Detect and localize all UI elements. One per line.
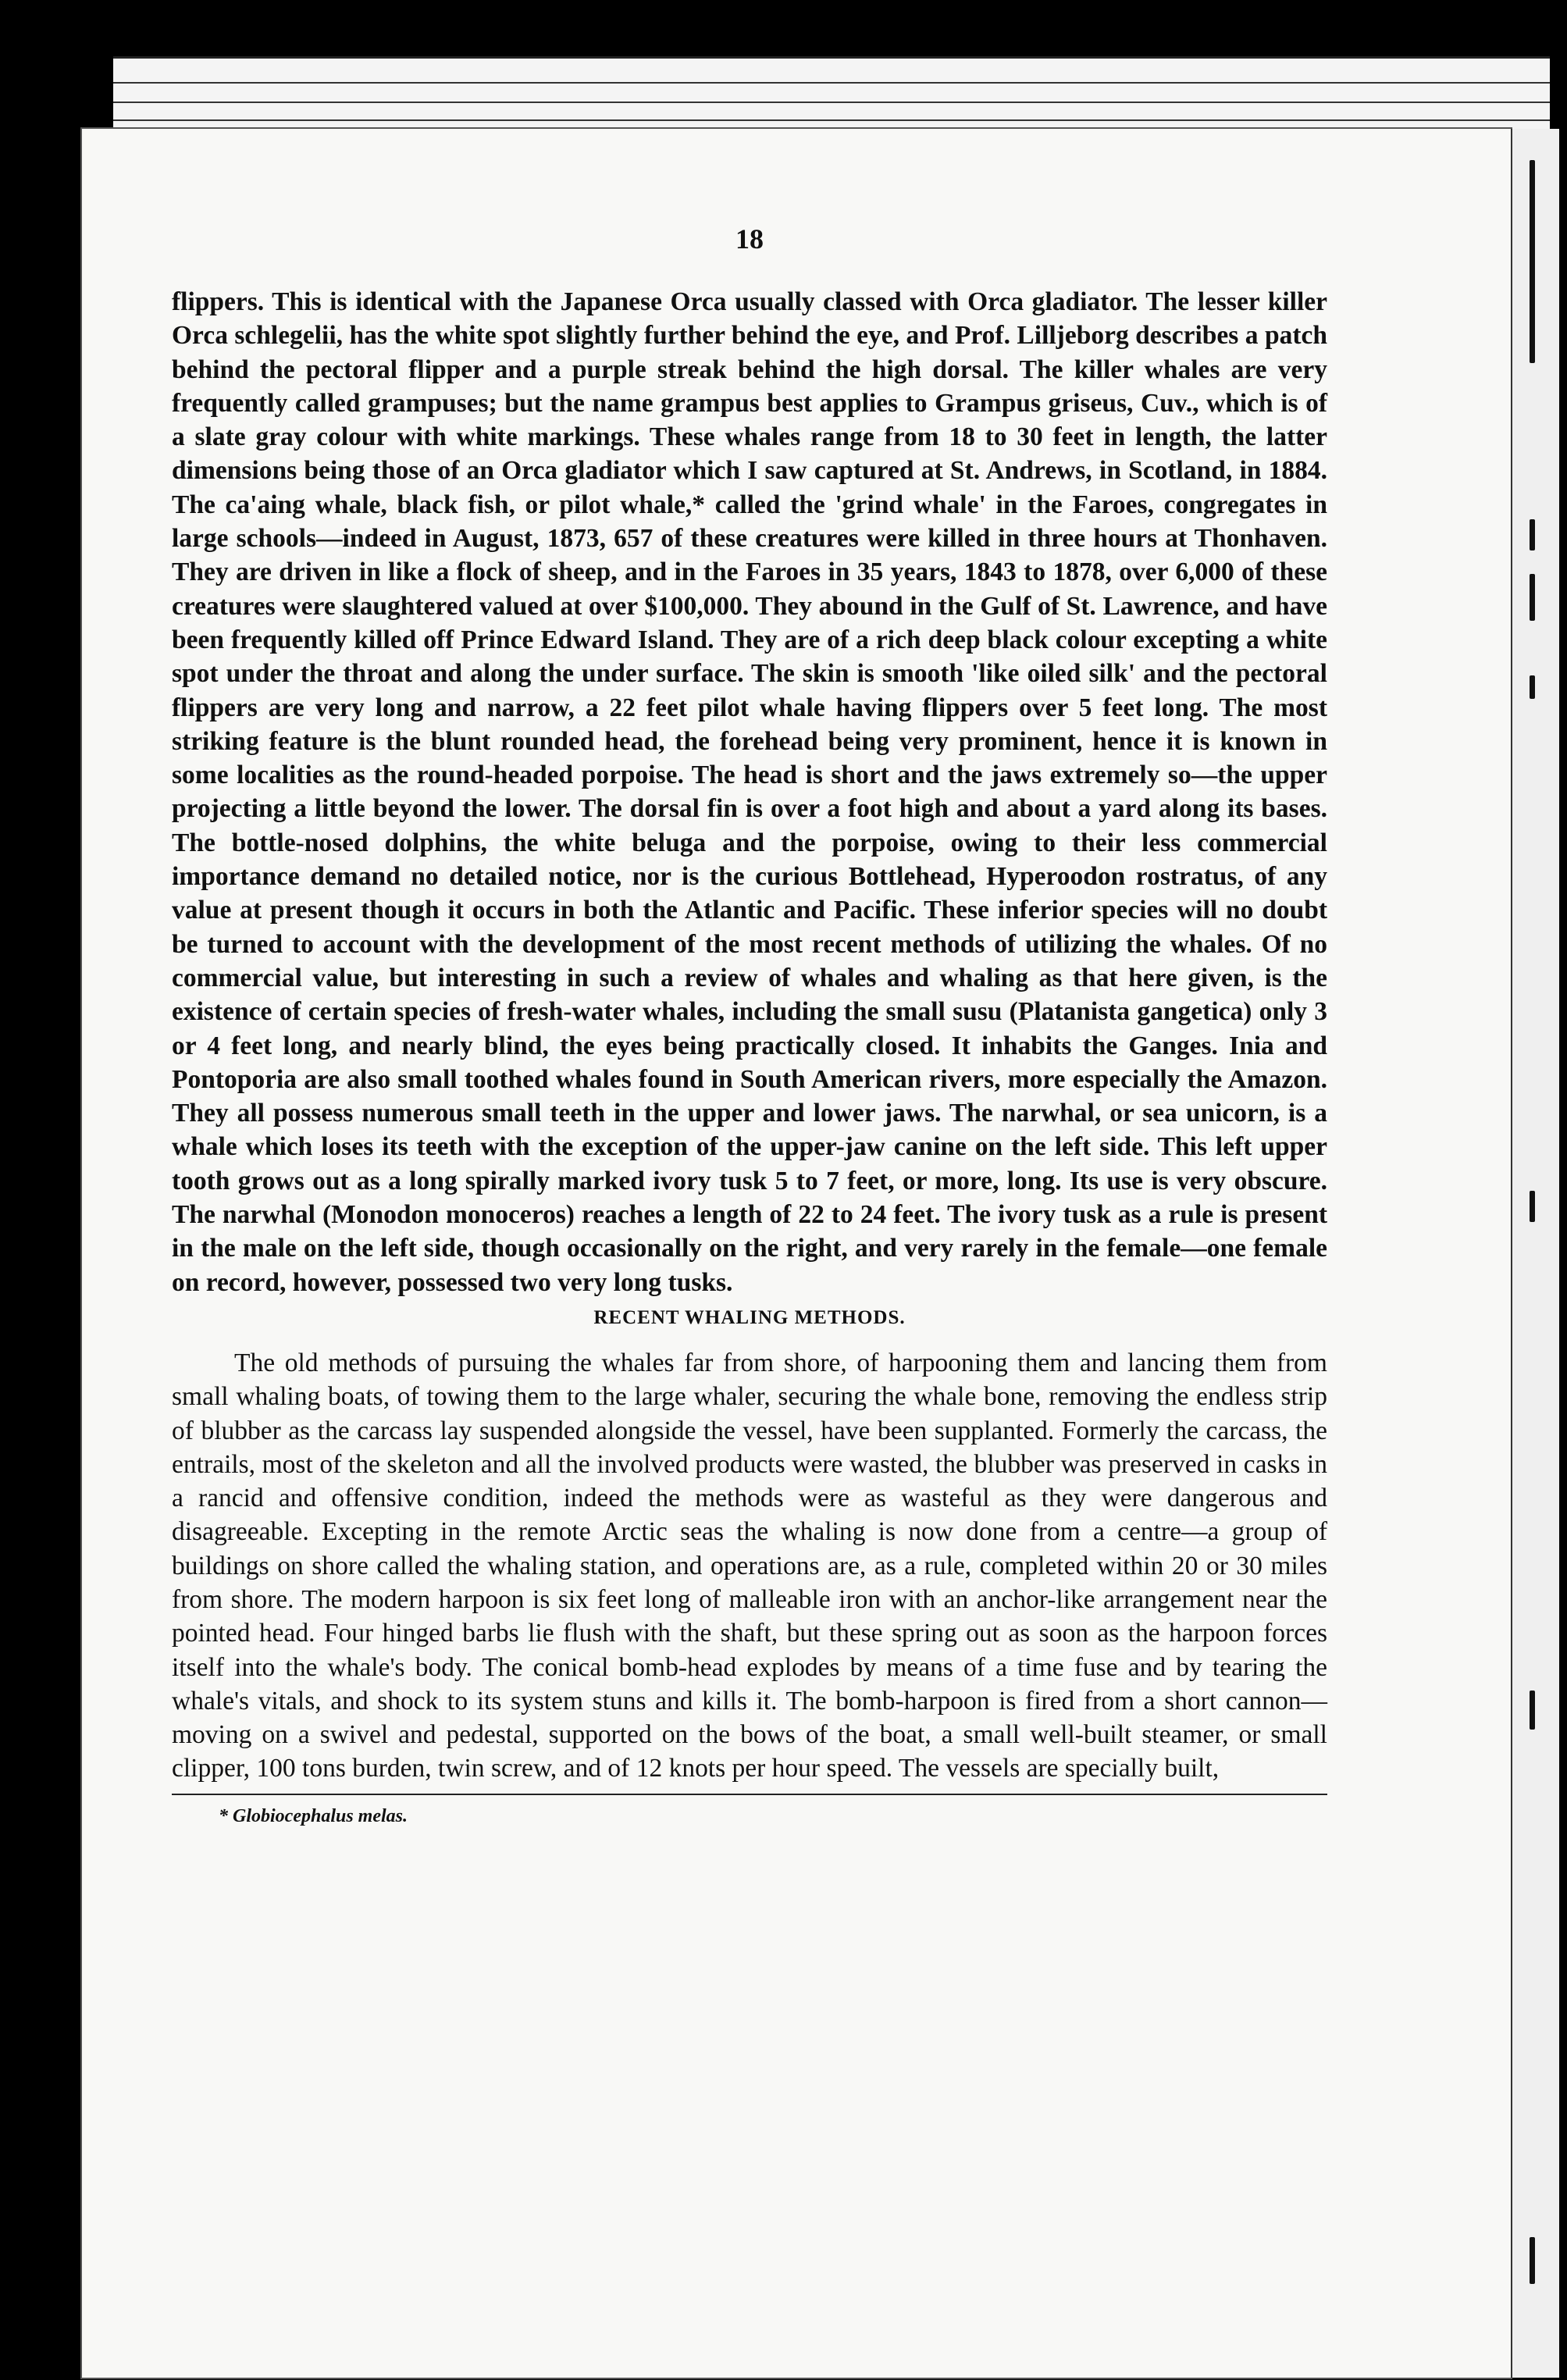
section-heading: RECENT WHALING METHODS. xyxy=(593,1306,906,1328)
page-number: 18 xyxy=(735,223,764,255)
adjacent-page-edge xyxy=(1511,129,1559,2378)
footnote: * Globiocephalus melas. xyxy=(219,1805,408,1826)
page-text-block xyxy=(172,223,1327,1827)
body-paragraph-1: flippers. This is identical with the Japanese Orca usually classed with Orca gladiator. The lesser killer Orca schlegelii, has the white spot slightly further behind the eye, and Prof. Lilljeborg describes a patch behind the pectoral flipper and a purple streak behind the high dorsal. The killer whales are very frequently called grampuses; but the name grampus best applies to Grampus griseus, Cuv., which is of a slate gray colour with white markings. These whales range from 18 to 30 feet in length, the latter dimensions being those of an Orca gladiator which I saw captured at St. Andrews, in Scotland, in 1884. The ca'aing whale, black fish, or pilot whale,* called the 'grind whale' in the Faroes, congregates in large schools—indeed in August, 1873, 657 of these creatures were killed in three hours at Thonhaven. They are driven in like a flock of sheep, and in the Faroes in 35 years, 1843 to 1878, over 6,000 of these creatures were slaughtered valued at over $100,000. They abound in the Gulf of St. Lawrence, and have been frequently killed off Prince Edward Island. They are of a rich deep black colour excepting a white spot under the throat and along the under surface. The skin is smooth 'like oiled silk' and the pectoral flippers are very long and narrow, a 22 feet pilot whale having flippers over 5 feet long. The most striking feature is the blunt rounded head, the forehead being very prominent, hence it is known in some localities as the round-headed porpoise. The head is short and the jaws extremely so—the upper projecting a little beyond the lower. The dorsal fin is over a foot high and about a yard along its bases. The bottle-nosed dolphins, the white beluga and the porpoise, owing to their less commercial importance demand no detailed notice, nor is the curious Bottlehead, Hyperoodon rostratus, of any value at present though it occurs in both the Atlantic and Pacific. These inferior species will no doubt be turned to account with the development of the most recent methods of utilizing the whales. Of no commercial value, but interesting in such a review of whales and whaling as that here given, is the existence of certain species of fresh-water whales, including the small susu (Platanista gangetica) only 3 or 4 feet long, and nearly blind, the eyes being practically closed. It inhabits the Ganges. Inia and Pontoporia are also small toothed whales found in South American rivers, more especially the Amazon. They all possess numerous small teeth in the upper and lower jaws. The narwhal, or sea unicorn, is a whale which loses its teeth with the exception of the upper-jaw canine on the left side. This left upper tooth grows out as a long spirally marked ivory tusk 5 to 7 feet, or more, long. Its use is very obscure. The narwhal (Monodon monoceros) reaches a length of 22 to 24 feet. The ivory tusk as a rule is present in the male on the left side, though occasionally on the right, and very rarely in the female—one female on record, however, possessed two very long tusks. xyxy=(172,287,1327,1297)
body-paragraph-2: The old methods of pursuing the whales far from shore, of harpooning them and lancing them from small whaling boats, of towing them to the large whaler, securing the whale bone, removing the endless strip of blubber as the carcass lay suspended alongside the vessel, have been supplanted. Formerly the carcass, the entrails, most of the skeleton and all the involved products were wasted, the blubber was preserved in casks in a rancid and offensive condition, indeed the methods were as wasteful as they were dangerous and disagreeable. Excepting in the remote Arctic seas the whaling is now done from a centre—a group of buildings on shore called the whaling station, and operations are, as a rule, completed within 20 or 30 miles from shore. The modern harpoon is six feet long of malleable iron with an anchor-like arrangement near the pointed head. Four hinged barbs lie flush with the shaft, but these spring out as soon as the harpoon forces itself into the whale's body. The conical bomb-head explodes by means of a time fuse and by tearing the whale's vitals, and shock to its system stuns and kills it. The bomb-harpoon is fired from a short cannon—moving on a swivel and pedestal, supported on the bows of the boat, a small well-built steamer, or small clipper, 100 tons burden, twin screw, and of 12 knots per hour speed. The vessels are specially built, xyxy=(172,1348,1327,1783)
footnote-divider xyxy=(172,1794,1327,1795)
